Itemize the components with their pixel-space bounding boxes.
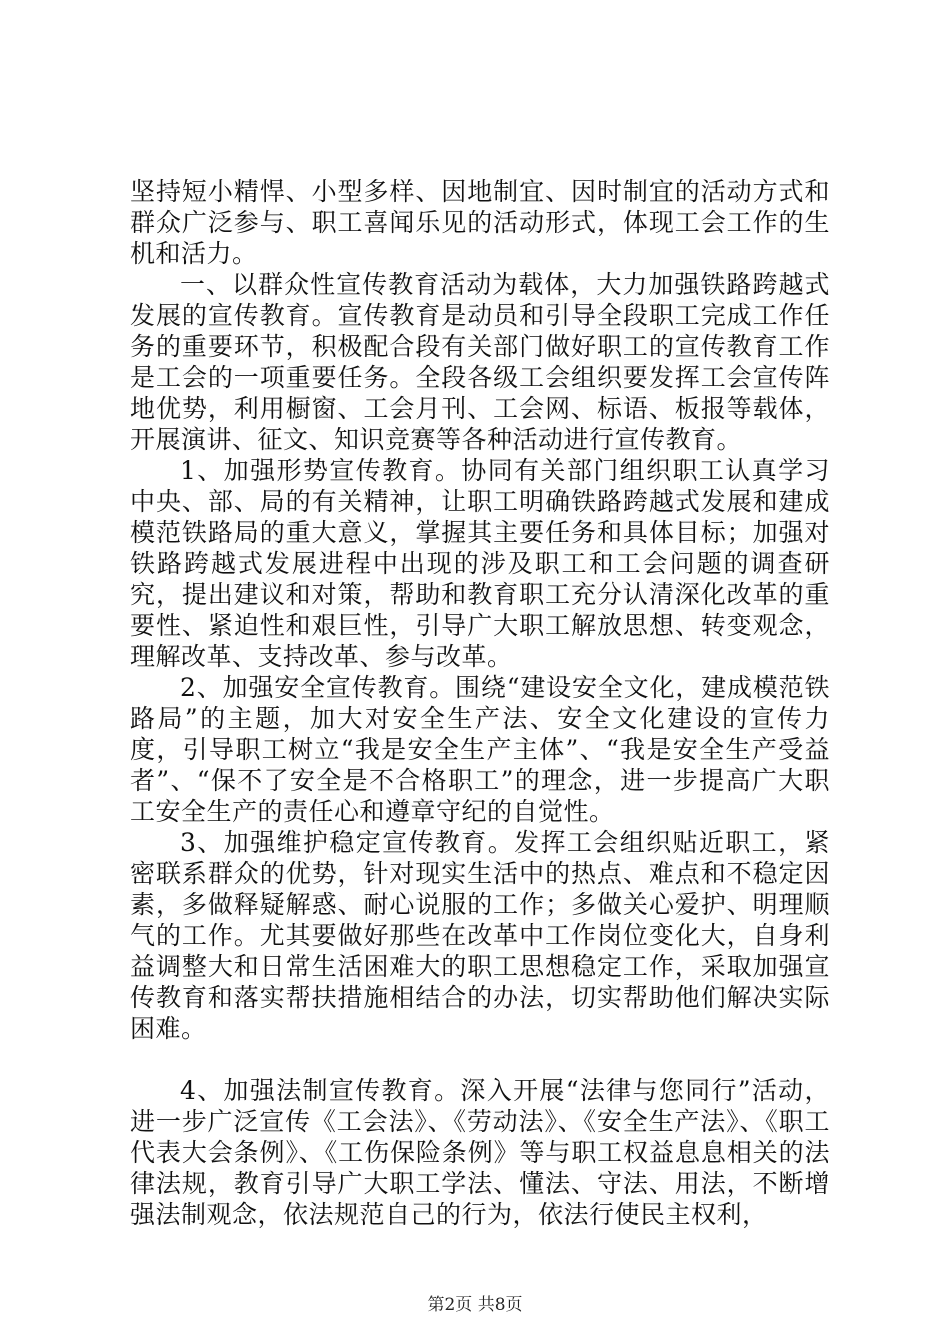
paragraph-5: 3、加强维护稳定宣传教育。发挥工会组织贴近职工，紧密联系群众的优势，针对现实生活中的热点、难点和不稳定因素，多做释疑解惑、耐心说服的工作；多做关心爱护、明理顺气的工作。尤其要做好那些在改革中工作岗位变化大，自身利益调整大和日常生活困难大的职工思想稳定工作，采取加强宣传教育和落实帮扶措施相结合的办法，切实帮助他们解决实际困难。: [130, 828, 830, 1043]
page-footer: 第2页 共8页: [427, 1295, 523, 1315]
paragraph-4: 2、加强安全宣传教育。围绕“建设安全文化，建成模范铁路局”的主题，加大对安全生产法、安全文化建设的宣传力度，引导职工树立“我是安全生产主体”、“我是安全生产受益者”、“保不了安全是不合格职工”的理念，进一步提高广大职工安全生产的责任心和遵章守纪的自觉性。: [130, 673, 830, 826]
paragraph-1: 坚持短小精悍、小型多样、因地制宜、因时制宜的活动方式和群众广泛参与、职工喜闻乐见的活动形式，体现工会工作的生机和活力。: [130, 177, 830, 268]
document-body: [130, 176, 830, 1230]
paragraph-3: 1、加强形势宣传教育。协同有关部门组织职工认真学习中央、部、局的有关精神，让职工明确铁路跨越式发展和建成模范铁路局的重大意义，掌握其主要任务和具体目标；加强对铁路跨越式发展进程中出现的涉及职工和工会问题的调查研究，提出建议和对策，帮助和教育职工充分认清深化改革的重要性、紧迫性和艰巨性，引导广大职工解放思想、转变观念，理解改革、支持改革、参与改革。: [130, 456, 830, 671]
paragraph-2: 一、以群众性宣传教育活动为载体，大力加强铁路跨越式发展的宣传教育。宣传教育是动员和引导全段职工完成工作任务的重要环节，积极配合段有关部门做好职工的宣传教育工作是工会的一项重要任务。全段各级工会组织要发挥工会宣传阵地优势，利用橱窗、工会月刊、工会网、标语、板报等载体，开展演讲、征文、知识竞赛等各种活动进行宣传教育。: [130, 270, 830, 454]
paragraph-6: 4、加强法制宣传教育。深入开展“法律与您同行”活动，进一步广泛宣传《工会法》、《劳动法》、《安全生产法》、《职工代表大会条例》、《工伤保险条例》等与职工权益息息相关的法律法规，教育引导广大职工学法、懂法、守法、用法，不断增强法制观念，依法规范自己的行为，依法行使民主权利，: [130, 1076, 830, 1229]
